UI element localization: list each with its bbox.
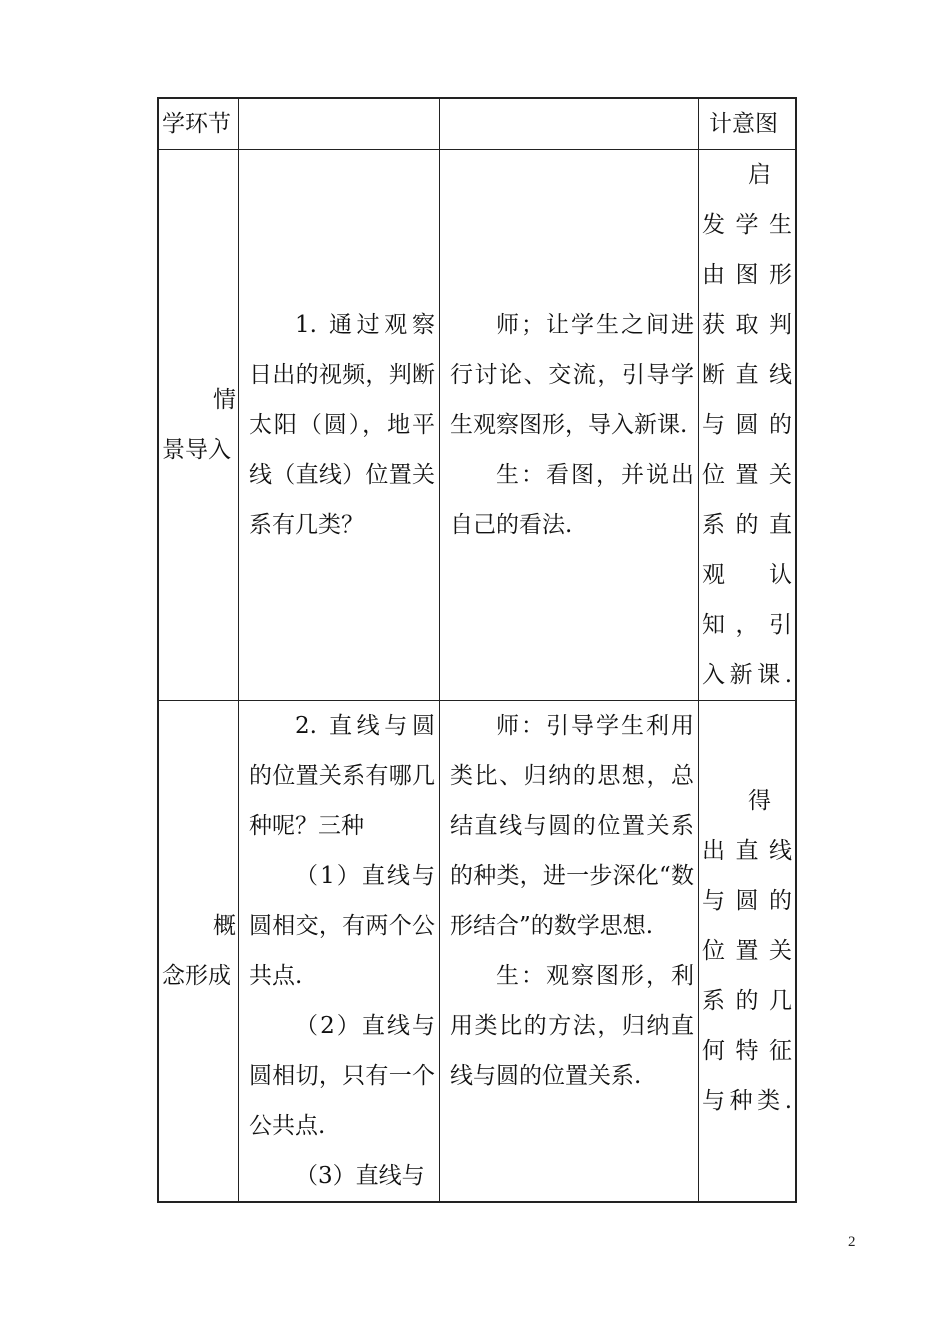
table-row [159, 701, 796, 1202]
header-activity [440, 99, 699, 150]
table-header-row [159, 99, 796, 150]
header-design [699, 99, 796, 150]
activity-cell-intro [440, 150, 699, 701]
header-content [239, 99, 440, 150]
stage-cell-concept [159, 701, 239, 1202]
stage-intro-line2: 景导入 [162, 437, 231, 463]
table-row [159, 150, 796, 701]
stage-concept-line1: 概 [213, 913, 236, 939]
design-cell-intro [699, 150, 796, 701]
stage-intro-line1: 情 [213, 387, 236, 413]
header-stage [159, 99, 239, 150]
header-design-text: 计意图 [709, 111, 778, 137]
design-concept-text: 得出直线与圆的位置关系的几何特征与种类. [702, 788, 792, 1114]
content-concept-intersect: （1）直线与圆相交，有两个公共点. [249, 863, 435, 989]
content-cell-intro [239, 150, 440, 701]
content-concept-tangent: （2）直线与圆相切，只有一个公共点. [249, 1013, 435, 1139]
stage-cell-intro [159, 150, 239, 701]
page-number: 2 [848, 1234, 856, 1250]
content-cell-concept [239, 701, 440, 1202]
activity-intro-teacher: 师；让学生之间进行讨论、交流，引导学生观察图形，导入新课. [450, 312, 694, 438]
lesson-table-frame [157, 97, 797, 1203]
content-concept-question: 2. 直线与圆的位置关系有哪几种呢？三种 [249, 713, 435, 839]
design-intro-text: 启发学生由图形获取判断直线与圆的位置关系的直观认知，引入新课. [702, 162, 792, 688]
activity-intro-student: 生：看图，并说出自己的看法. [450, 462, 694, 538]
design-cell-concept [699, 701, 796, 1202]
stage-concept-line2: 念形成 [162, 963, 231, 989]
header-stage-text: 学环节 [162, 111, 231, 137]
content-intro-text: 1. 通过观察日出的视频，判断太阳（圆），地平线（直线）位置关系有几类？ [249, 312, 435, 538]
lesson-plan-table [158, 98, 796, 1202]
activity-cell-concept [440, 701, 699, 1202]
activity-concept-student: 生：观察图形，利用类比的方法，归纳直线与圆的位置关系. [450, 963, 694, 1089]
activity-concept-teacher: 师：引导学生利用类比、归纳的思想，总结直线与圆的位置关系的种类，进一步深化“数形结合”的数学思想. [450, 713, 694, 939]
content-concept-separate: （3）直线与 [295, 1163, 425, 1189]
